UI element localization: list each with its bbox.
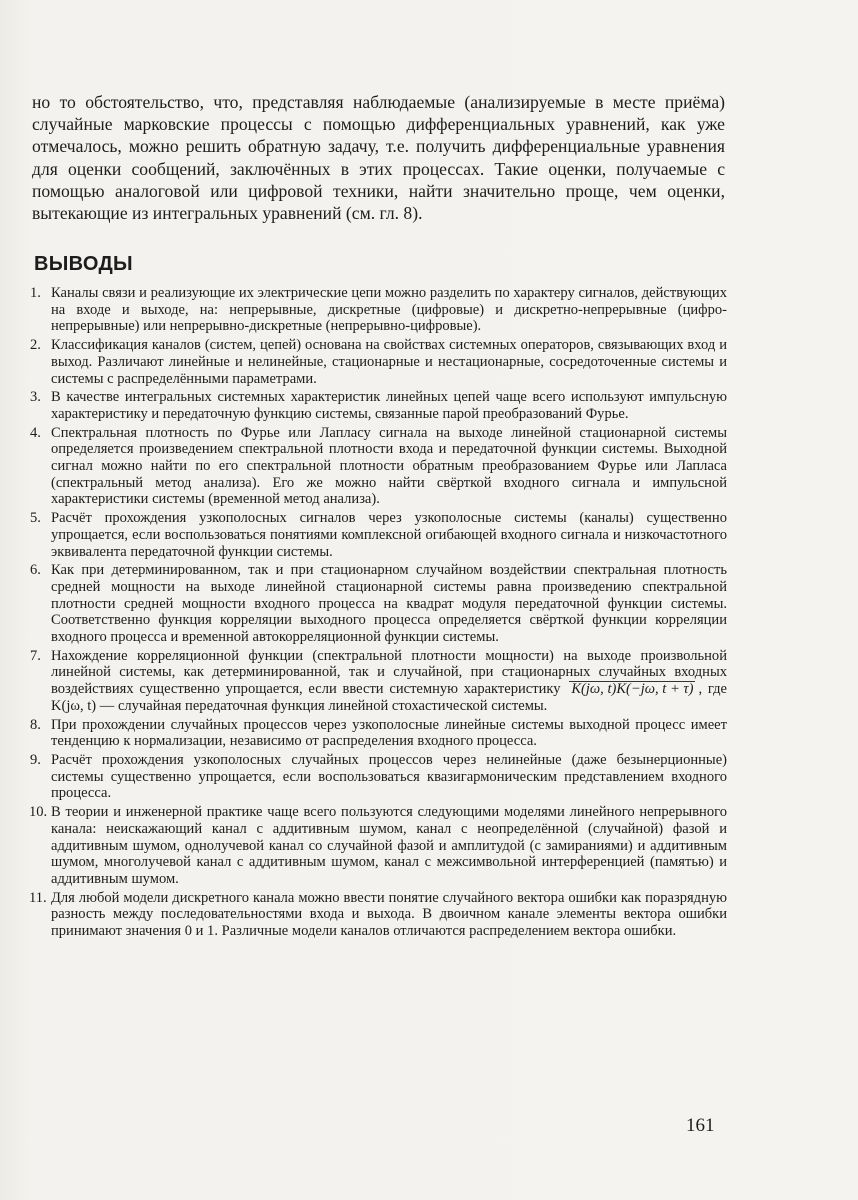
item-text: Расчёт прохождения узкополосных случайных процессов через нелинейные (даже безынерционные) системы существенно упрощается, если воспользоваться квазигармоническим представлением входного процесса. <box>51 751 727 802</box>
item-number: 8. <box>30 716 41 733</box>
list-item <box>30 717 727 750</box>
list-item <box>30 804 727 888</box>
list-item <box>30 510 727 560</box>
list-item <box>30 648 727 715</box>
item-number: 10. <box>29 804 48 821</box>
item-number: 11. <box>29 889 47 906</box>
section-heading: ВЫВОДЫ <box>34 253 133 275</box>
item-number: 4. <box>30 424 41 441</box>
list-item <box>30 562 727 646</box>
list-item <box>30 389 727 422</box>
list-item <box>30 425 727 509</box>
item-number: 5. <box>30 510 41 527</box>
list-item <box>30 890 727 940</box>
intro-paragraph: но то обстоятельство, что, представляя наблюдаемые (анализируемые в месте приёма) случайные марковские процессы с помощью дифференциальных уравнений, как уже отмечалось, можно решить обратную задачу, т.е. получить дифференциальные уравнения для оценки сообщений, заключённых в этих процессах. Такие оценки, получаемые с помощью аналоговой или цифровой техники, найти значительно проще, чем оценки, вытекающие из интегральных уравнений (см. гл. 8). <box>32 92 725 224</box>
page-number: 161 <box>686 1115 715 1136</box>
item-text: Расчёт прохождения узкополосных сигналов через узкополосные системы (каналы) существенно упрощается, если воспользоваться понятиями комплексной огибающей входного сигнала и низкочастотного эквивалента передаточной функции системы. <box>51 510 727 560</box>
item-text: Каналы связи и реализующие их электрические цепи можно разделить по характеру сигналов, действующих на входе и выходе, на: непрерывные, дискретные (цифровые) и дискретно-непрерывные (цифро-непрерывные) или непрерывно-дискретные (непрерывно-цифровые). <box>51 285 727 335</box>
item-number: 1. <box>30 285 41 301</box>
item-text: Для любой модели дискретного канала можно ввести понятие случайного вектора ошибки как поразрядную разность между последовательностями входа и выхода. В двоичном канале элементы вектора ошибки принимают значения 0 и 1. Различные модели каналов отличаются распределением вектора ошибки. <box>51 889 727 940</box>
item-number: 2. <box>30 337 41 354</box>
list-item <box>30 752 727 802</box>
item-text: Классификация каналов (систем, цепей) основана на свойствах системных операторов, связывающих вход и выход. Различают линейные и нелинейные, стационарные и нестационарные, сосредоточенные системы и системы с распределёнными параметрами. <box>51 337 727 387</box>
list-item <box>30 337 727 387</box>
item-number: 3. <box>30 389 41 406</box>
item-text-after: , где K(jω, t) — случайная передаточная функция линейной стохастической системы. <box>51 681 727 714</box>
item-text: В качестве интегральных системных характеристик линейных цепей чаще всего используют импульсную характеристику и передаточную функцию системы, связанные парой преобразований Фурье. <box>51 389 727 422</box>
item-text-before: Нахождение корреляционной функции (спектральной плотности мощности) на выходе произвольной линейной системы, как детерминированной, так и случайной, при стационарных случайных входных воздействиях существенно упрощается, если ввести системную характеристику <box>51 647 727 698</box>
item-text: Спектральная плотность по Фурье или Лапласу сигнала на выходе линейной стационарной системы определяется произведением спектральной плотности входа и передаточной функции системы. Выходной сигнал можно найти по его спектральной плотности обратным преобразованием Фурье или Лапласа (спектральный метод анализа). Его же можно найти свёрткой входного сигнала и импульсной характеристики системы (временной метод анализа). <box>51 424 727 508</box>
item-number: 9. <box>30 751 41 768</box>
list-item <box>30 285 727 335</box>
item-text: В теории и инженерной практике чаще всего пользуются следующими моделями линейного непрерывного канала: неискажающий канал с аддитивным шумом, канал с неопределённой (случайной) фазой и аддитивным шумом, однолучевой канал со случайной фазой и амплитудой (с замираниями) и аддитивным шумом, многолучевой канал с аддитивным шумом, канал с межсимвольной интерференцией (памятью) и аддитивным шумом. <box>51 804 727 887</box>
item-number: 6. <box>30 562 41 579</box>
conclusions-list <box>30 285 727 942</box>
item-number: 7. <box>30 647 41 664</box>
item-text: При прохождении случайных процессов через узкополосные линейные системы выходной процесс имеет тенденцию к нормализации, независимо от распределения входного процесса. <box>51 716 727 750</box>
system-characteristic-formula: K(jω, t)K(−jω, t + τ) <box>571 681 694 698</box>
item-text: Как при детерминированном, так и при стационарном случайном воздействии спектральная плотность средней мощности на выходе линейной стационарной системы равна произведению спектральной плотности средней мощности входного процесса на квадрат модуля передаточной функции системы. Соответственно функция корреляции выходного процесса определяется свёрткой функции корреляции входного процесса и временной автокорреляционной функции системы. <box>51 562 727 646</box>
